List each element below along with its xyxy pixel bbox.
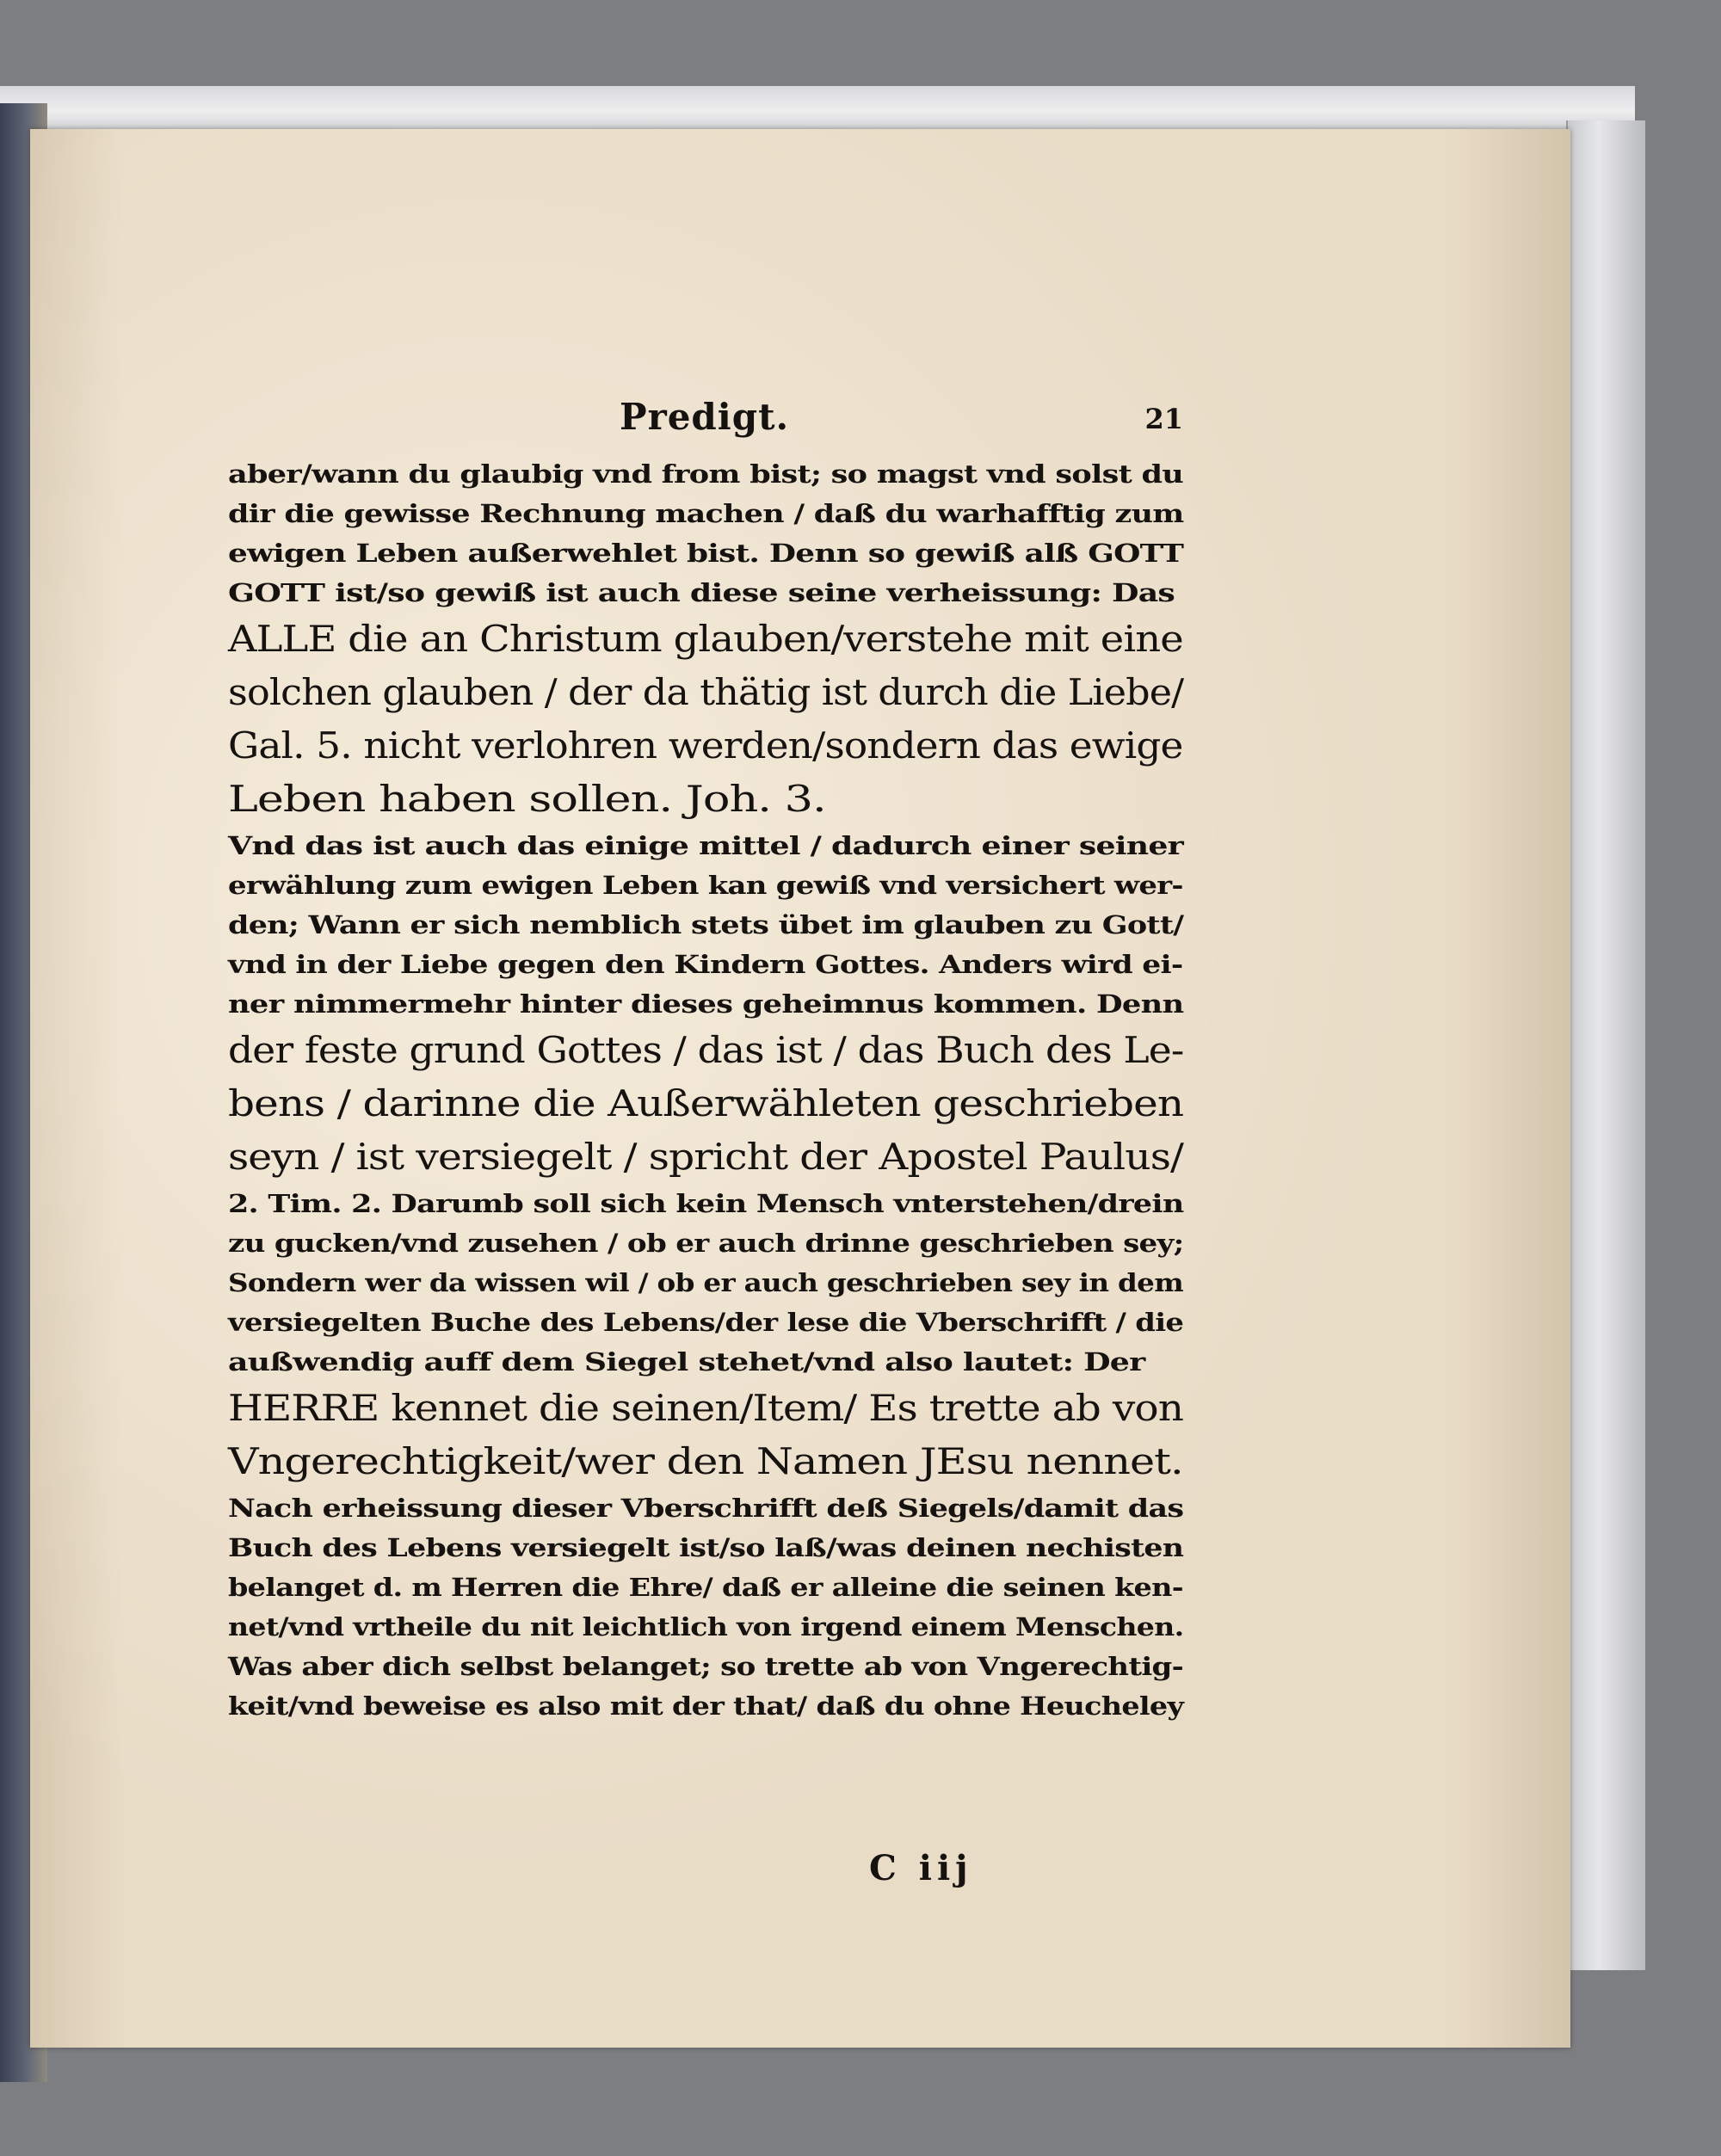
text-line: Sondern wer da wissen wil / ob er auch geschrieben sey in dem <box>228 1268 1184 1297</box>
text-line: seyn / ist versiegelt / spricht der Apostel Paulus/ <box>228 1136 1184 1178</box>
text-line: dir die gewisse Rechnung machen / daß du warhafftig zum <box>228 499 1184 528</box>
text-line: Was aber dich selbst belanget; so trette ab von Vngerechtig- <box>228 1652 1183 1681</box>
signature-mark: C iij <box>869 1848 973 1888</box>
text-line: den; Wann er sich nemblich stets übet im glauben zu Gott/ <box>228 910 1184 939</box>
book-page <box>30 129 1570 2048</box>
text-line: Vngerechtigkeit/wer den Namen JEsu nennet. <box>228 1440 1183 1482</box>
text-line: solchen glauben / der da thätig ist durch die Liebe/ <box>228 671 1184 713</box>
text-line: HERRE kennet die seinen/Item/ Es trette ab von <box>228 1387 1184 1429</box>
text-line: net/vnd vrtheile du nit leichtlich von irgend einem Menschen. <box>228 1612 1184 1642</box>
text-line: versiegelten Buche des Lebens/der lese die Vberschrifft / die <box>228 1308 1184 1337</box>
text-line: Gal. 5. nicht verlohren werden/sondern das ewige <box>228 724 1183 767</box>
text-line: der feste grund Gottes / das ist / das Buch des Le- <box>228 1029 1184 1071</box>
text-line: ALLE die an Christum glauben/verstehe mit eine <box>228 618 1183 660</box>
body-text <box>228 454 1183 1726</box>
text-line: Buch des Lebens versiegelt ist/so laß/was deinen nechisten <box>228 1533 1184 1562</box>
text-line: aber/wann du glaubig vnd from bist; so magst vnd solst du <box>228 459 1184 489</box>
text-line: erwählung zum ewigen Leben kan gewiß vnd versichert wer- <box>228 871 1183 900</box>
text-line: keit/vnd beweise es also mit der that/ daß du ohne Heucheley <box>228 1691 1184 1721</box>
running-title: Predigt. <box>620 396 790 438</box>
text-line: Vnd das ist auch das einige mittel / dadurch einer seiner <box>228 831 1183 860</box>
book-fore-edge <box>1566 120 1645 1970</box>
page-number: 21 <box>1144 403 1183 435</box>
text-line: vnd in der Liebe gegen den Kindern Gottes. Anders wird ei- <box>228 950 1183 979</box>
text-line: ewigen Leben außerwehlet bist. Denn so gewiß alß GOTT <box>228 539 1184 568</box>
text-line: 2. Tim. 2. Darumb soll sich kein Mensch vnterstehen/drein <box>228 1189 1184 1218</box>
text-line: zu gucken/vnd zusehen / ob er auch drinne geschrieben sey; <box>228 1229 1184 1258</box>
text-line: außwendig auff dem Siegel stehet/vnd also lautet: Der <box>228 1347 1145 1377</box>
text-line: GOTT ist/so gewiß ist auch diese seine verheissung: Das <box>228 578 1175 607</box>
text-block <box>228 396 1183 1893</box>
text-line: ner nimmermehr hinter dieses geheimnus kommen. Denn <box>228 989 1184 1019</box>
text-line: Nach erheissung dieser Vberschrifft deß Siegels/damit das <box>228 1494 1184 1523</box>
page-header <box>228 396 1183 447</box>
text-line: bens / darinne die Außerwähleten geschrieben <box>228 1082 1184 1124</box>
text-line: belanget d. m Herren die Ehre/ daß er alleine die seinen ken- <box>228 1573 1183 1602</box>
text-line: Leben haben sollen. Joh. 3. <box>228 778 826 820</box>
